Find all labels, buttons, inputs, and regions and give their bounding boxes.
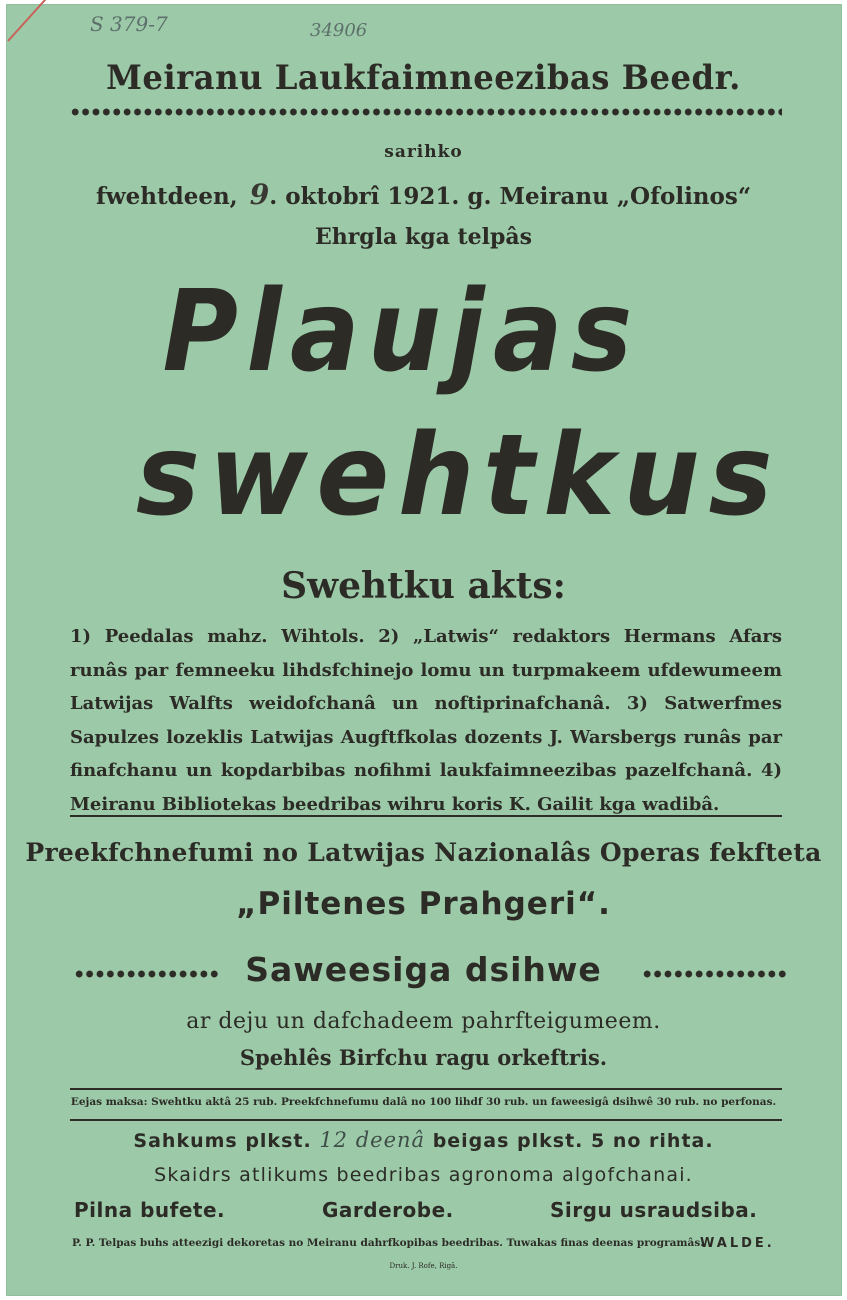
organization-title: Meiranu Laukfaimneezibas Beedr. bbox=[106, 58, 741, 98]
performance-line: Preekfchnefumi no Latwijas Nazionalâs Operas fekfteta bbox=[25, 838, 822, 867]
program-text: 1) Peedalas mahz. Wihtols. 2) „Latwis“ redaktors Hermans Afars runâs par femneeku lihdsfchinejo lomu un turpmakeem ufdewumeem Latwijas Walfts weidofchanâ un noftiprinafchanâ. 3) Satwerfmes Sapulzes lozeklis Latwijas Augftfkolas dozents J. Warsbergs runâs par finafchanu un kopdarbibas nofihmi laukfaimneezibas pazelfchanâ. 4) Meiranu Bibliotekas beedribas wihru koris K. Gailit kga wadibâ. bbox=[70, 626, 782, 815]
divider-program bbox=[70, 815, 782, 817]
catalog-number-annotation: 34906 bbox=[310, 20, 368, 41]
start-time-handwritten: 12 deenâ bbox=[319, 1128, 426, 1152]
orchestra-text: Spehlês Birfchu ragu orkeftris. bbox=[239, 1045, 608, 1070]
schedule-line bbox=[0, 1128, 847, 1152]
arranges-text: sarihko bbox=[384, 142, 463, 162]
shelfmark-annotation: S 379-7 bbox=[90, 12, 168, 36]
start-label: Sahkums plkst. bbox=[133, 1130, 312, 1152]
program-heading: Swehtku akts: bbox=[281, 565, 566, 607]
dotted-divider-right bbox=[642, 969, 788, 979]
main-title-line2: swehtkus bbox=[135, 411, 782, 541]
main-title-line1: Plaujas bbox=[162, 267, 641, 397]
handwritten-date: 9 bbox=[249, 178, 270, 211]
entry-fee-text: Eejas maksa: Swehtku aktâ 25 rub. Preekfchnefumu dalâ no 100 lihdf 30 rub. un faweesigâ dsihwê 30 rub. no perfonas. bbox=[70, 1096, 777, 1108]
social-title: Saweesiga dsihwe bbox=[245, 950, 602, 989]
date-suffix: . oktobrî 1921. g. Meiranu „Ofolinos“ bbox=[269, 183, 752, 210]
performance-name: „Piltenes Prahgeri“. bbox=[236, 886, 611, 922]
venue-text: Ehrgla kga telpâs bbox=[314, 224, 533, 250]
cloakroom-text: Garderobe. bbox=[322, 1198, 454, 1222]
divider-entry-top bbox=[70, 1088, 782, 1090]
surplus-text: Skaidrs atlikums beedribas agronoma algofchanai. bbox=[154, 1164, 693, 1186]
medical-text: Sirgu usraudsiba. bbox=[550, 1198, 758, 1222]
buffet-text: Pilna bufete. bbox=[74, 1198, 226, 1222]
date-prefix: fwehtdeen, bbox=[95, 183, 238, 210]
event-date-line bbox=[0, 178, 847, 211]
postscript-text: P. P. Telpas buhs atteezigi dekoretas no Meiranu dahrfkopibas beedribas. Tuwakas finas deenas programâs. bbox=[72, 1237, 704, 1249]
end-text: beigas plkst. 5 no rihta. bbox=[432, 1130, 714, 1152]
social-subtitle: ar deju un dafchadeem pahrfteigumeem. bbox=[186, 1009, 661, 1034]
divider-entry-bottom bbox=[70, 1119, 782, 1121]
dotted-divider-top bbox=[70, 107, 782, 117]
printer-imprint: Druk. J. Rofe, Rigâ. bbox=[389, 1262, 458, 1270]
signature-text: WALDE. bbox=[700, 1236, 775, 1251]
